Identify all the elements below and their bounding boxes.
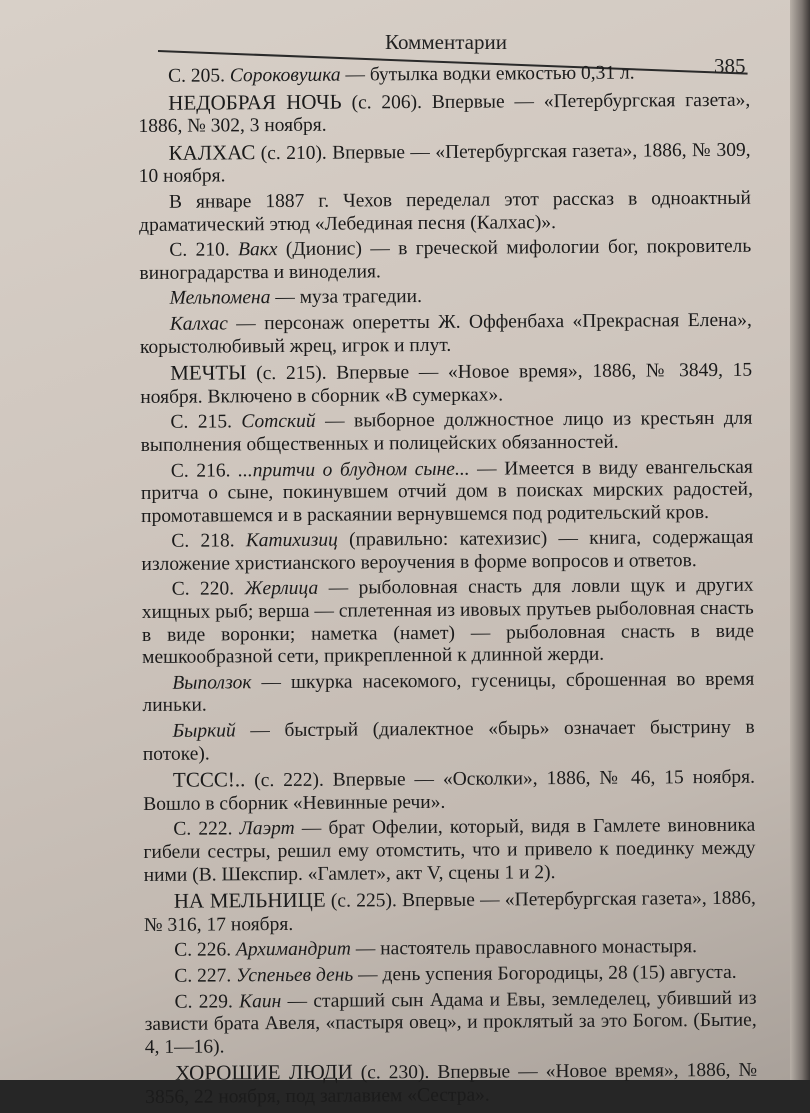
running-head: Комментарии [385, 30, 507, 54]
glossed-term: Жерлица [244, 578, 319, 600]
commentary-paragraph [140, 358, 752, 409]
commentary-paragraph [145, 1058, 757, 1109]
paragraph-text: — настоятель православного монастыря. [350, 936, 698, 960]
glossed-term: Сотский [241, 411, 316, 433]
glossed-term: Выползок [172, 672, 252, 694]
story-title: МЕЧТЫ [170, 360, 247, 385]
paragraph-text: — Имеется в виду евангельская притча о сыне, покинувшем отчий дом в поисках мирских радостей, промотавшемся и в раскаянии вернувшемся под родительский кров. [140, 456, 754, 527]
glossed-term: Архимандрит [235, 938, 352, 961]
page-reference: С. 215. [170, 411, 242, 434]
glossed-term: ...притчи о блудном сыне... [237, 458, 470, 481]
glossed-term: Лаэрт [239, 818, 295, 840]
paragraph-text: — быстрый (диалектное «бырь» означает быстрину в потоке). [142, 716, 755, 765]
paragraph-text: — шкурка насекомого, гусеницы, сброшенная во время линьки. [142, 668, 755, 717]
paragraph-text: (Дионис) — в греческой мифологии бог, покровитель виноградарства и виноделия. [139, 235, 752, 284]
glossed-term: Сороковушка [229, 64, 341, 87]
story-title: ТССС!.. [172, 767, 246, 792]
commentary-paragraph [144, 886, 756, 937]
commentary-paragraph [140, 310, 752, 359]
paragraph-text: (правильно: катехизис) — книга, содержащая изложение христианского вероучения в форме вопросов и ответов. [141, 526, 754, 575]
commentary-paragraph [139, 138, 751, 189]
paragraph-text: — персонаж оперетты Ж. Оффенбаха «Прекрасная Елена», корыстолюбивый жрец, игрок и плут. [139, 309, 752, 358]
paragraph-text: (с. 222). Впервые — «Осколки», 1886, № 46, 15 ноября. Вошло в сборник «Невинные речи». [143, 766, 756, 815]
paragraph-text: (с. 206). Впервые — «Петербургская газета», 1886, № 302, 3 ноября. [138, 89, 751, 138]
commentary-paragraph [143, 765, 755, 816]
story-title: НА МЕЛЬНИЦЕ [173, 887, 326, 913]
commentary-paragraph [143, 815, 755, 887]
commentary-paragraph [143, 717, 755, 766]
page-reference: С. 205. [167, 65, 230, 87]
page-reference: С. 210. [169, 239, 239, 261]
page-reference: С. 218. [171, 530, 246, 553]
commentary-paragraph [141, 456, 753, 528]
glossed-term: Успеньев день [236, 964, 354, 987]
page-reference: С. 216. [170, 459, 239, 482]
commentary-paragraph [144, 962, 756, 989]
story-title: НЕДОБРАЯ НОЧЬ [168, 89, 342, 115]
paragraph-text: — выборное должностное лицо из крестьян для выполнения общественных и полицейских обязанностей. [140, 408, 753, 456]
page-number: 385 [714, 54, 746, 78]
glossed-term: Калхас [169, 313, 228, 335]
page-reference: С. 227. [174, 965, 237, 987]
page-edge-shadow [790, 0, 810, 1080]
paragraph-text: — брат Офелии, который, видя в Гамлете виновника гибели сестры, решил ему отомстить, что и привело к поединку между ними (В. Шекспир. «Гамлет», акт V, сцены 1 и 2). [143, 815, 756, 886]
commentary-paragraph [144, 936, 756, 963]
page-reference: С. 229. [174, 990, 240, 1013]
commentary-paragraph [139, 188, 751, 237]
commentary-paragraph [142, 575, 755, 670]
glossed-term: Быркий [172, 720, 236, 742]
commentary-paragraph [140, 408, 752, 457]
paragraph-text: — старший сын Адама и Евы, земледелец, убивший из зависти брата Авеля, «пастыря овец», и проклятый за это Богом. (Бытие, 4, 1—16). [144, 987, 757, 1058]
commentary-paragraph [144, 987, 756, 1059]
paragraph-text: — рыболовная снасть для ловли щук и других хищных рыб; верша — сплетенная из ивовых прутьев рыболовная снасть в виде воронки; наметка (намет) — рыболовная снасть в виде мешкообразной сети, прикрепленной к длинной жерди. [141, 575, 755, 669]
page-reference: С. 220. [171, 578, 245, 601]
paragraph-text: — день успения Богородицы, 28 (15) августа. [353, 961, 737, 986]
commentary-paragraph [142, 669, 754, 718]
commentary-paragraph [140, 284, 752, 311]
story-title: КАЛХАС [168, 139, 256, 165]
commentary-paragraph [138, 87, 750, 138]
paragraph-text: — муза трагедии. [270, 286, 423, 309]
paragraph-text: В январе 1887 г. Чехов переделал этот рассказ в одноактный драматический этюд «Лебединая песня (Калхас)». [139, 187, 752, 236]
paragraph-text: (с. 230). Впервые — «Новое время», 1886, № 3856, 22 ноября, под заглавием «Сестра». [145, 1060, 758, 1108]
commentary-paragraph [138, 62, 750, 89]
page-reference: С. 226. [174, 939, 237, 962]
paragraph-text: (с. 210). Впервые — «Петербургская газета», 1886, № 309, 10 ноября. [138, 139, 751, 188]
paragraph-text: (с. 225). Впервые — «Петербургская газета», 1886, № 316, 17 ноября. [143, 887, 756, 936]
commentary-text [138, 62, 757, 1113]
page-reference: С. 222. [173, 818, 240, 841]
glossed-term: Каин [239, 990, 282, 1012]
paragraph-text: — бутылка водки емкостью 0,31 л. [340, 62, 635, 86]
glossed-term: Мельпомена [169, 287, 271, 310]
story-title: ХОРОШИЕ ЛЮДИ [174, 1059, 353, 1086]
commentary-paragraph [141, 527, 753, 576]
glossed-term: Вакх [237, 239, 278, 261]
commentary-paragraph [139, 236, 751, 285]
paragraph-text: (с. 215). Впервые — «Новое время», 1886, № 3849, 15 ноября. Включено в сборник «В сумерках». [140, 359, 753, 408]
glossed-term: Катихизиц [245, 529, 338, 552]
